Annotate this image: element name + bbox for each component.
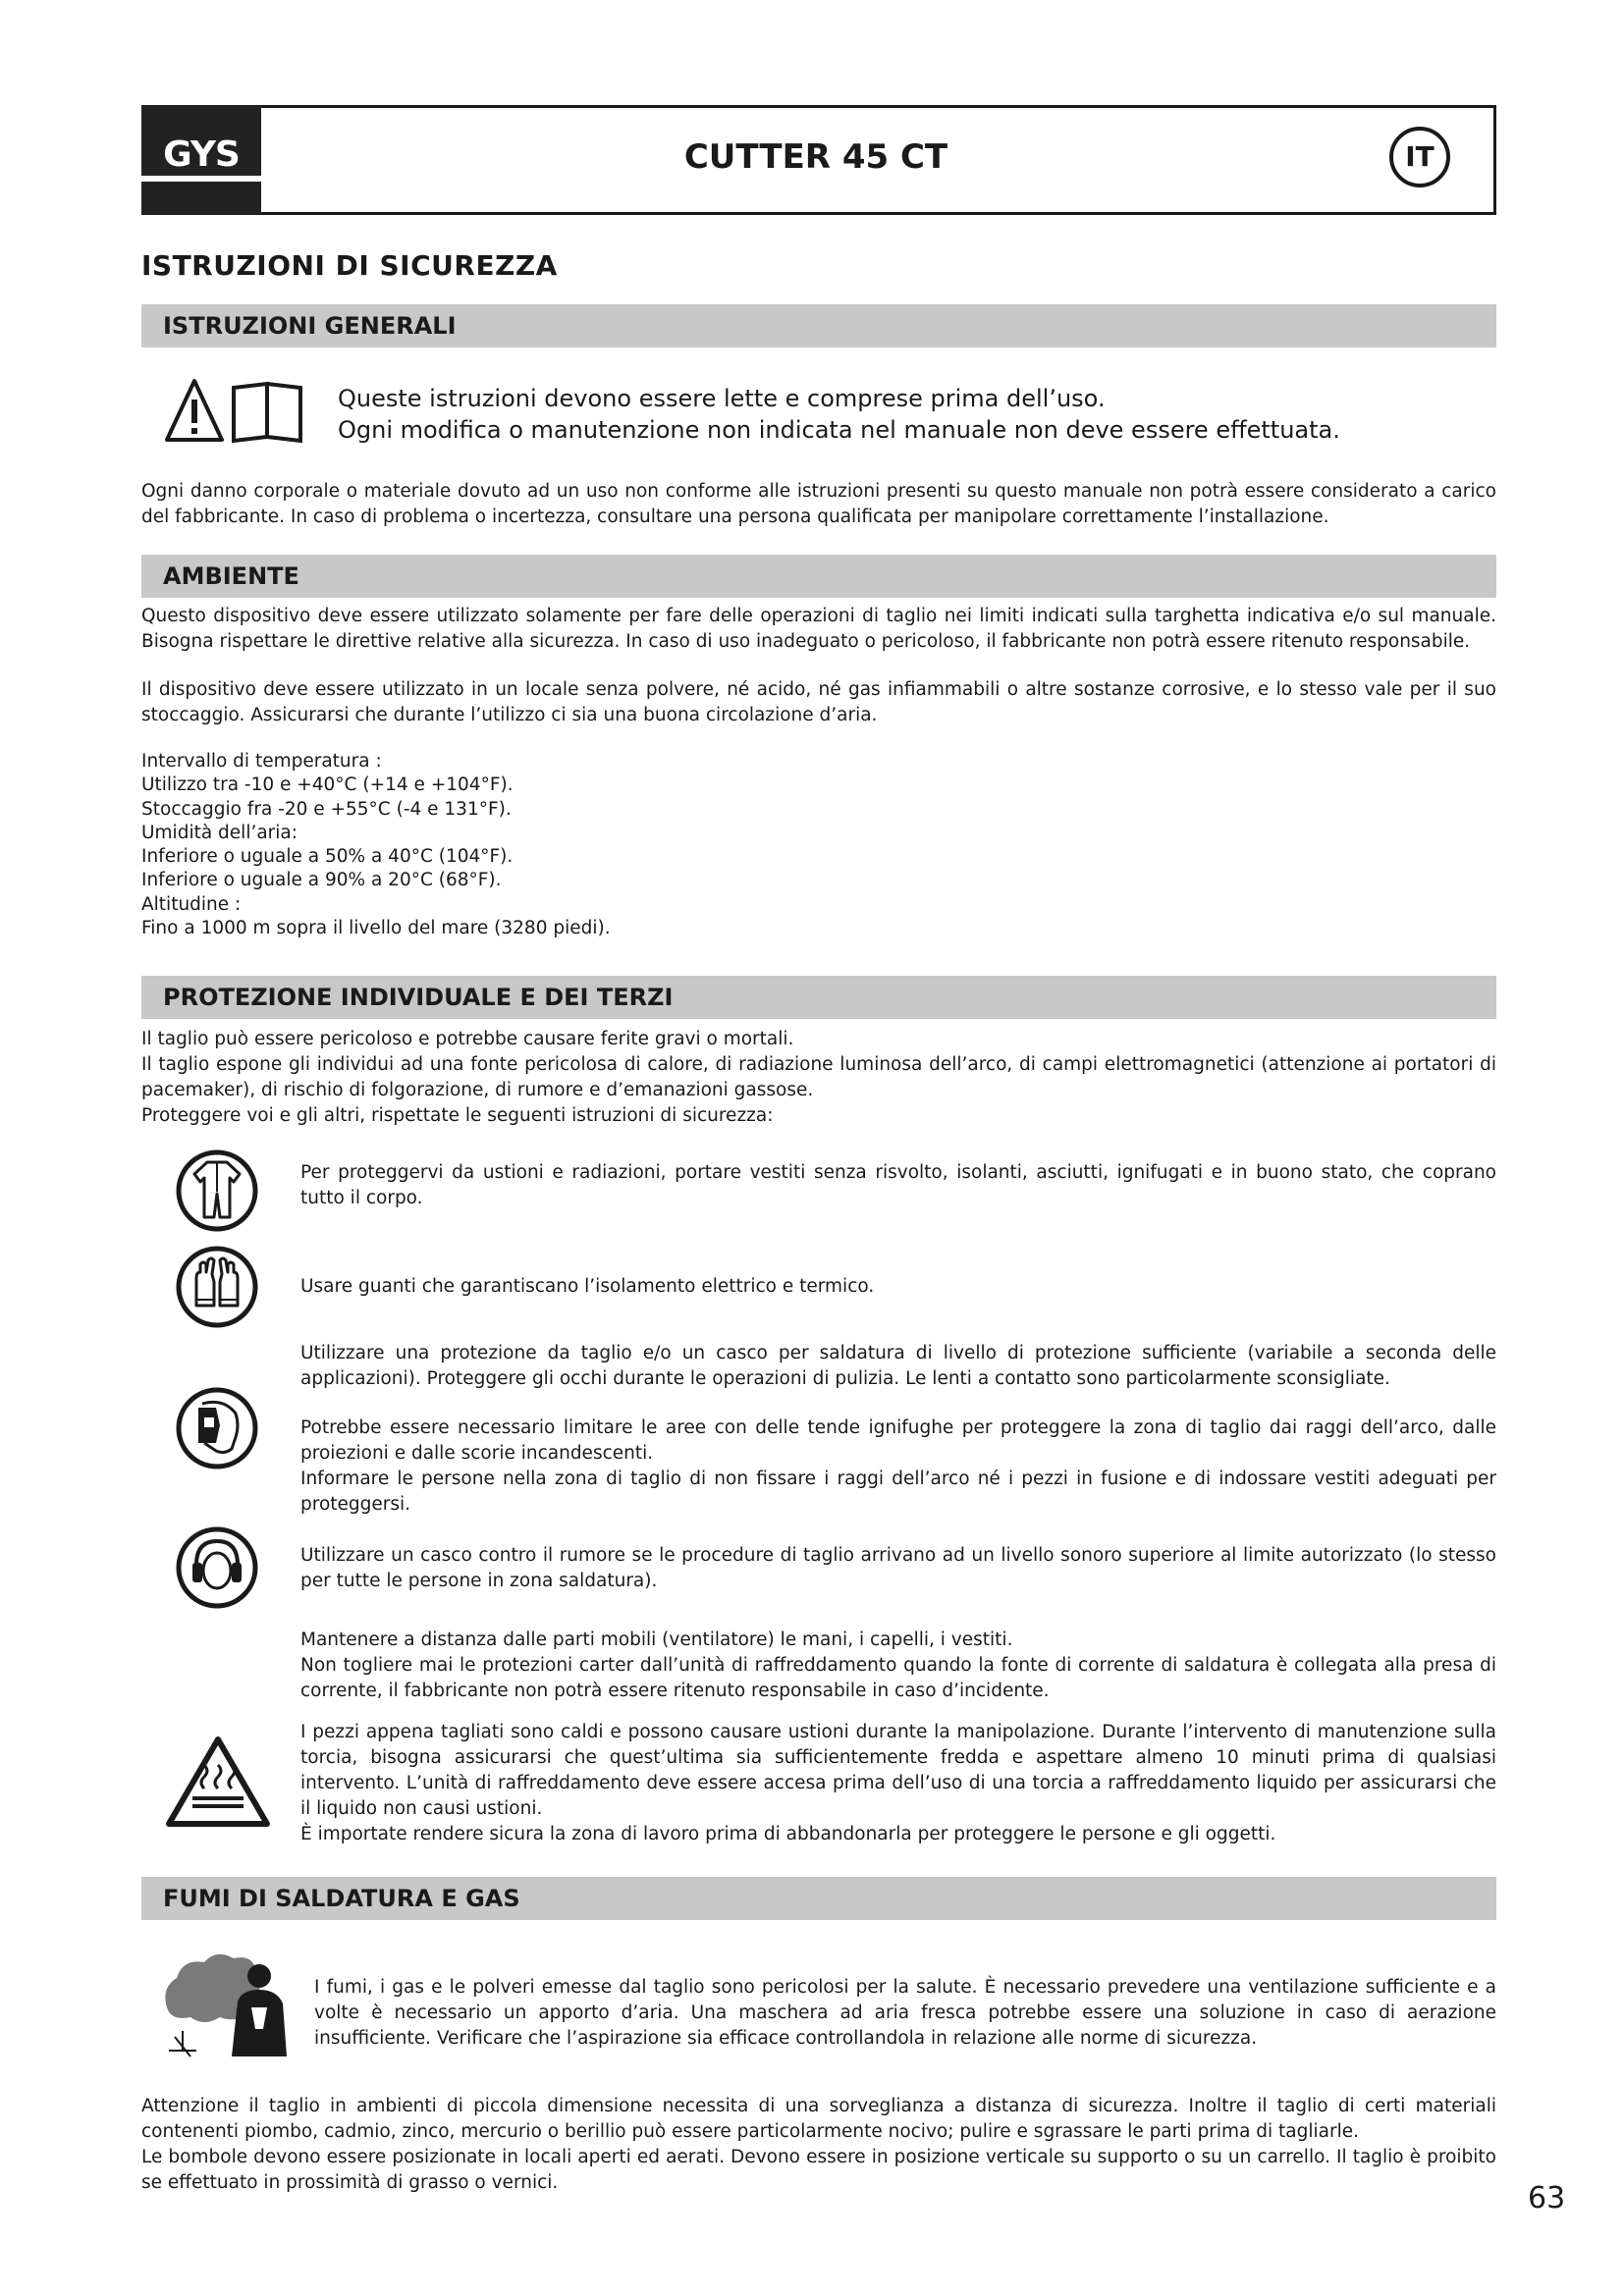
warning-triangle-icon	[167, 381, 222, 440]
gys-logo	[141, 105, 261, 215]
clothing-text: Per proteggervi da ustioni e radiazioni, portare vestiti senza risvolto, isolanti, asciutti, ignifugati e in buono stato, che coprano tutto il corpo.	[300, 1162, 1496, 1208]
intro-line-1: Queste istruzioni devono essere lette e comprese prima dell’uso.	[338, 385, 1106, 412]
fumi-paragraph-1: Attenzione il taglio in ambienti di piccola dimensione necessita di una sorveglianza a distanza di sicurezza. Inoltre il taglio di certi materiali contenenti piombo, cadmio, zinco, mercurio o berillio può essere particolarmente nocivo; pulire e sgrassare le parti prima di tagliarle.	[141, 2096, 1496, 2142]
spec-line: Intervallo di temperatura :	[141, 751, 382, 772]
spec-line: Fino a 1000 m sopra il livello del mare (3280 piedi).	[141, 918, 611, 939]
page-number: 63	[1528, 2181, 1566, 2216]
protezione-intro-2: Il taglio espone gli individui ad una fonte pericolosa di calore, di radiazione luminosa dell’arco, di campi elettromagnetici (attenzione ai portatori di pacemaker), di rischio di folgorazione, di rumore e d’emanazioni gassose.	[141, 1054, 1496, 1100]
protective-clothing-icon	[175, 1148, 259, 1233]
hot-surface-text-1: I pezzi appena tagliati sono caldi e possono causare ustioni durante la manipolazione. Durante l’intervento di manutenzione sulla torcia, bisogna assicurarsi che quest’ultima sia sufficientemente fredda e aspettare almeno 10 minuti prima di qualsiasi intervento. L’unità di raffreddamento deve essere accesa prima dell’uso di una torcia a raffreddamento liquido per assicurarsi che il liquido non causi ustioni.	[300, 1722, 1496, 1819]
section-bar-fumi	[141, 1877, 1496, 1920]
protezione-intro-1: Il taglio può essere pericoloso e potrebbe causare ferite gravi o mortali.	[141, 1029, 794, 1049]
hearing-protection-icon	[175, 1525, 259, 1610]
protective-gloves-icon	[175, 1245, 259, 1329]
environment-specs	[141, 750, 1025, 940]
section-title-generali: ISTRUZIONI GENERALI	[163, 312, 457, 340]
hot-surface-warning-icon	[165, 1735, 271, 1830]
spec-line: Altitudine :	[141, 893, 242, 915]
moving-parts-text-2: Non togliere mai le protezioni carter dall’unità di raffreddamento quando la fonte di corrente di saldatura è collegata alla presa di corrente, il fabbricante non potrà essere ritenuto responsabile in caso d’incidente.	[300, 1655, 1496, 1701]
logo-underline	[141, 176, 261, 182]
section-bar-generali	[141, 304, 1496, 347]
spec-line: Inferiore o uguale a 50% a 40°C (104°F).	[141, 846, 514, 868]
face-protection-text-1: Utilizzare una protezione da taglio e/o un casco per saldatura di livello di protezione sufficiente (variabile a seconda delle applicazioni). Proteggere gli occhi durante le operazioni di pulizia. Le lenti a contatto sono particolarmente sconsigliate.	[300, 1343, 1496, 1389]
fumes-hazard-icon	[157, 1949, 302, 2064]
face-protection-text-2: Potrebbe essere necessario limitare le aree con delle tende ignifughe per proteggere la zona di taglio dai raggi dell’arco, dalle proiezioni e dalle scorie incandescenti.	[300, 1417, 1496, 1464]
main-heading: ISTRUZIONI DI SICUREZZA	[141, 249, 558, 282]
logo-text: GYS	[163, 134, 240, 175]
intro-line-2: Ogni modifica o manutenzione non indicata nel manuale non deve essere effettuata.	[338, 416, 1340, 444]
spec-line: Umidità dell’aria:	[141, 822, 298, 843]
generali-paragraph: Ogni danno corporale o materiale dovuto ad un uso non conforme alle istruzioni presenti su questo manuale non potrà essere considerato a carico del fabbricante. In caso di problema o incertezza, consultare una persona qualificata per manipolare correttamente l’installazione.	[141, 481, 1496, 527]
spec-line: Stoccaggio fra -20 e +55°C (-4 e 131°F).	[141, 798, 512, 820]
gloves-text: Usare guanti che garantiscano l’isolamento elettrico e termico.	[300, 1276, 875, 1297]
protezione-intro-3: Proteggere voi e gli altri, rispettate le seguenti istruzioni di sicurezza:	[141, 1105, 774, 1126]
language-badge: IT	[1389, 127, 1450, 187]
face-protection-text-3: Informare le persone nella zona di taglio di non fissare i raggi dell’arco né i pezzi in fusione e di indossare vestiti adeguati per proteggersi.	[300, 1468, 1496, 1515]
section-title-ambiente: AMBIENTE	[163, 562, 299, 590]
spec-line: Utilizzo tra -10 e +40°C (+14 e +104°F).	[141, 774, 514, 796]
hearing-text: Utilizzare un casco contro il rumore se le procedure di taglio arrivano ad un livello sonoro superiore al limite autorizzato (lo stesso per tutte le persone in zona saldatura).	[300, 1545, 1496, 1591]
moving-parts-text-1: Mantenere a distanza dalle parti mobili (ventilatore) le mani, i capelli, i vestiti.	[300, 1629, 1013, 1650]
section-title-protezione: PROTEZIONE INDIVIDUALE E DEI TERZI	[163, 984, 674, 1011]
fumi-paragraph-2: Le bombole devono essere posizionate in locali aperti ed aerati. Devono essere in posizione verticale su supporto o su un carrello. Il taglio è proibito se effettuato in prossimità di grasso o vernici.	[141, 2147, 1496, 2193]
section-bar-ambiente	[141, 555, 1496, 598]
face-shield-icon	[175, 1386, 259, 1470]
section-title-fumi: FUMI DI SALDATURA E GAS	[163, 1885, 520, 1912]
spec-line: Inferiore o uguale a 90% a 20°C (68°F).	[141, 870, 502, 891]
manual-book-icon	[234, 384, 300, 441]
ambiente-paragraph-2: Il dispositivo deve essere utilizzato in un locale senza polvere, né acido, né gas infiammabili o altre sostanze corrosive, e lo stesso vale per il suo stoccaggio. Assicurarsi che durante l’utilizzo ci sia una buona circolazione d’aria.	[141, 679, 1496, 725]
hot-surface-text-2: È importate rendere sicura la zona di lavoro prima di abbandonarla per proteggere le persone e gli oggetti.	[300, 1824, 1276, 1844]
warning-manual-icon	[165, 378, 308, 445]
document-title: CUTTER 45 CT	[683, 137, 948, 177]
fumes-icon-text: I fumi, i gas e le polveri emesse dal taglio sono pericolosi per la salute. È necessario prevedere una ventilazione sufficiente e a volte è necessario un apporto d’aria. Una maschera ad aria fresca potrebbe essere una soluzione in caso di aerazione insufficiente. Verificare che l’aspirazione sia efficace controllandola in relazione alle norme di sicurezza.	[314, 1977, 1496, 2049]
ambiente-paragraph-1: Questo dispositivo deve essere utilizzato solamente per fare delle operazioni di taglio nei limiti indicati sulla targhetta indicativa e/o sul manuale. Bisogna rispettare le direttive relative alla sicurezza. In caso di uso inadeguato o pericoloso, il fabbricante non potrà essere ritenuto responsabile.	[141, 606, 1496, 652]
section-bar-protezione	[141, 976, 1496, 1019]
